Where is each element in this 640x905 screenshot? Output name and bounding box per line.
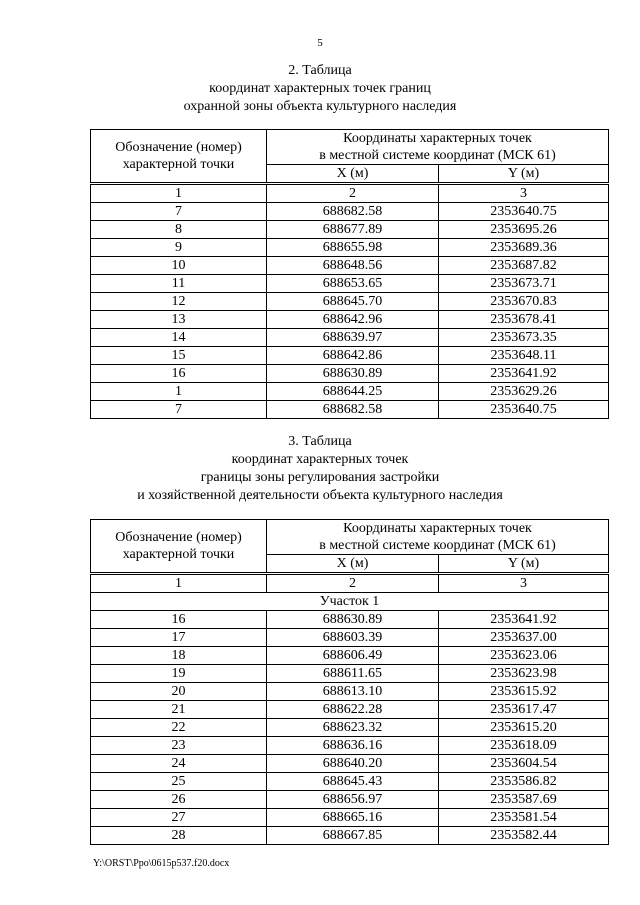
table-row [91, 755, 609, 773]
table-row [91, 737, 609, 755]
table-row [91, 401, 609, 419]
header-row [91, 130, 609, 165]
y-coordinate-cell: 2353618.09 [439, 737, 609, 755]
table-row [91, 275, 609, 293]
table-3-title-line: границы зоны регулирования застройки [200, 470, 440, 485]
x-coordinate-cell: 688630.89 [267, 365, 439, 383]
x-coordinate-cell: 688611.65 [267, 665, 439, 683]
point-number-cell: 7 [91, 203, 267, 221]
point-number-cell: 22 [91, 719, 267, 737]
x-coordinate-cell: 688640.20 [267, 755, 439, 773]
table-row [91, 365, 609, 383]
x-coordinate-cell: 688655.98 [267, 239, 439, 257]
y-coordinate-cell: 2353641.92 [439, 365, 609, 383]
table-2-body [91, 130, 609, 419]
table-row [91, 773, 609, 791]
x-coordinate-cell: 688622.28 [267, 701, 439, 719]
point-number-cell: 26 [91, 791, 267, 809]
y-coordinate-cell: 2353689.36 [439, 239, 609, 257]
point-number-cell: 17 [91, 629, 267, 647]
point-number-cell: 16 [91, 611, 267, 629]
table-row [91, 719, 609, 737]
header-y: Y (м) [439, 555, 609, 574]
point-number-cell: 10 [91, 257, 267, 275]
y-coordinate-cell: 2353615.92 [439, 683, 609, 701]
x-coordinate-cell: 688682.58 [267, 401, 439, 419]
table-3-title-line: и хозяйственной деятельности объекта культурного наследия [137, 488, 503, 503]
table-3-title-line: 3. Таблица [288, 434, 352, 449]
section-label: Участок 1 [91, 593, 609, 611]
point-number-cell: 14 [91, 329, 267, 347]
y-coordinate-cell: 2353641.92 [439, 611, 609, 629]
x-coordinate-cell: 688642.96 [267, 311, 439, 329]
table-2-title [0, 62, 640, 116]
section-row [91, 593, 609, 611]
y-coordinate-cell: 2353623.98 [439, 665, 609, 683]
table-row [91, 257, 609, 275]
x-coordinate-cell: 688613.10 [267, 683, 439, 701]
table-row [91, 347, 609, 365]
x-coordinate-cell: 688623.32 [267, 719, 439, 737]
table-row [91, 647, 609, 665]
x-coordinate-cell: 688636.16 [267, 737, 439, 755]
header-point-designation: Обозначение (номер) характерной точки [91, 130, 267, 184]
x-coordinate-cell: 688665.16 [267, 809, 439, 827]
table-row [91, 809, 609, 827]
y-coordinate-cell: 2353586.82 [439, 773, 609, 791]
table-3-coordinates [90, 519, 609, 845]
point-number-cell: 9 [91, 239, 267, 257]
x-coordinate-cell: 688656.97 [267, 791, 439, 809]
table-3-title [0, 433, 640, 505]
table-row [91, 329, 609, 347]
point-number-cell: 24 [91, 755, 267, 773]
point-number-cell: 1 [91, 383, 267, 401]
y-coordinate-cell: 2353695.26 [439, 221, 609, 239]
x-coordinate-cell: 688677.89 [267, 221, 439, 239]
y-coordinate-cell: 2353587.69 [439, 791, 609, 809]
table-row [91, 827, 609, 845]
y-coordinate-cell: 2353615.20 [439, 719, 609, 737]
column-number-cell: 2 [267, 184, 439, 203]
table-3-body [91, 520, 609, 845]
column-number-row [91, 574, 609, 593]
point-number-cell: 25 [91, 773, 267, 791]
header-y: Y (м) [439, 165, 609, 184]
point-number-cell: 16 [91, 365, 267, 383]
table-row [91, 629, 609, 647]
table-row [91, 203, 609, 221]
y-coordinate-cell: 2353678.41 [439, 311, 609, 329]
table-row [91, 791, 609, 809]
table-row [91, 239, 609, 257]
table-row [91, 701, 609, 719]
point-number-cell: 19 [91, 665, 267, 683]
point-number-cell: 20 [91, 683, 267, 701]
y-coordinate-cell: 2353687.82 [439, 257, 609, 275]
column-number-cell: 3 [439, 184, 609, 203]
x-coordinate-cell: 688603.39 [267, 629, 439, 647]
table-row [91, 221, 609, 239]
header-x: X (м) [267, 555, 439, 574]
point-number-cell: 15 [91, 347, 267, 365]
x-coordinate-cell: 688642.86 [267, 347, 439, 365]
x-coordinate-cell: 688653.65 [267, 275, 439, 293]
x-coordinate-cell: 688648.56 [267, 257, 439, 275]
point-number-cell: 12 [91, 293, 267, 311]
header-point-designation: Обозначение (номер) характерной точки [91, 520, 267, 574]
y-coordinate-cell: 2353673.35 [439, 329, 609, 347]
y-coordinate-cell: 2353673.71 [439, 275, 609, 293]
table-2-title-line: координат характерных точек границ [209, 81, 431, 96]
x-coordinate-cell: 688630.89 [267, 611, 439, 629]
x-coordinate-cell: 688645.70 [267, 293, 439, 311]
header-coordinates: Координаты характерных точек в местной системе координат (МСК 61) [267, 520, 609, 555]
point-number-cell: 21 [91, 701, 267, 719]
table-row [91, 683, 609, 701]
x-coordinate-cell: 688645.43 [267, 773, 439, 791]
x-coordinate-cell: 688639.97 [267, 329, 439, 347]
point-number-cell: 11 [91, 275, 267, 293]
table-row [91, 665, 609, 683]
point-number-cell: 18 [91, 647, 267, 665]
x-coordinate-cell: 688644.25 [267, 383, 439, 401]
column-number-cell: 3 [439, 574, 609, 593]
page-number: 5 [317, 37, 323, 49]
y-coordinate-cell: 2353623.06 [439, 647, 609, 665]
table-row [91, 383, 609, 401]
y-coordinate-cell: 2353648.11 [439, 347, 609, 365]
x-coordinate-cell: 688606.49 [267, 647, 439, 665]
y-coordinate-cell: 2353637.00 [439, 629, 609, 647]
point-number-cell: 8 [91, 221, 267, 239]
point-number-cell: 23 [91, 737, 267, 755]
footer-file-path: Y:\ORST\Ppo\0615p537.f20.docx [93, 858, 230, 869]
y-coordinate-cell: 2353581.54 [439, 809, 609, 827]
header-coordinates: Координаты характерных точек в местной системе координат (МСК 61) [267, 130, 609, 165]
y-coordinate-cell: 2353617.47 [439, 701, 609, 719]
point-number-cell: 27 [91, 809, 267, 827]
table-2-title-line: 2. Таблица [288, 63, 352, 78]
y-coordinate-cell: 2353604.54 [439, 755, 609, 773]
table-2-coordinates [90, 129, 609, 419]
table-row [91, 611, 609, 629]
table-row [91, 311, 609, 329]
table-3-title-line: координат характерных точек [231, 452, 409, 467]
x-coordinate-cell: 688667.85 [267, 827, 439, 845]
header-row [91, 520, 609, 555]
x-coordinate-cell: 688682.58 [267, 203, 439, 221]
table-2-title-line: охранной зоны объекта культурного наследия [183, 99, 457, 114]
y-coordinate-cell: 2353629.26 [439, 383, 609, 401]
y-coordinate-cell: 2353670.83 [439, 293, 609, 311]
column-number-cell: 1 [91, 184, 267, 203]
point-number-cell: 13 [91, 311, 267, 329]
column-number-cell: 1 [91, 574, 267, 593]
point-number-cell: 7 [91, 401, 267, 419]
y-coordinate-cell: 2353582.44 [439, 827, 609, 845]
y-coordinate-cell: 2353640.75 [439, 401, 609, 419]
table-row [91, 293, 609, 311]
header-x: X (м) [267, 165, 439, 184]
column-number-row [91, 184, 609, 203]
y-coordinate-cell: 2353640.75 [439, 203, 609, 221]
point-number-cell: 28 [91, 827, 267, 845]
column-number-cell: 2 [267, 574, 439, 593]
